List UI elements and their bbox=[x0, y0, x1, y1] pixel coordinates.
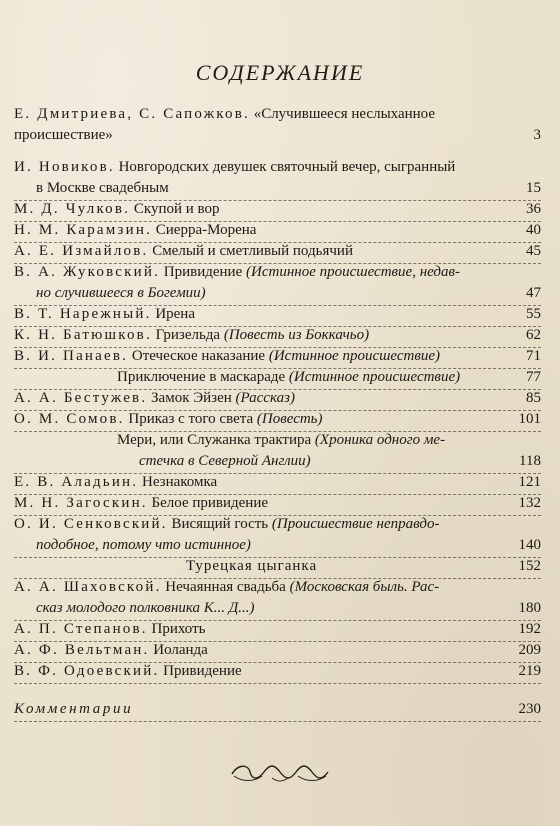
toc-entry[interactable] bbox=[14, 367, 541, 388]
toc-title: Незнакомка bbox=[138, 474, 218, 490]
toc-title-continuation: но случившееся в Богемии) bbox=[36, 285, 206, 301]
toc-title: «Случившееся неслыханное bbox=[249, 106, 436, 122]
toc-page-number: 47 bbox=[526, 285, 541, 301]
toc-page-number: 230 bbox=[518, 701, 541, 717]
toc-entry[interactable] bbox=[14, 619, 541, 640]
toc-title-continuation: сказ молодого полковника К... Д...) bbox=[36, 600, 255, 616]
dotted-leader bbox=[14, 719, 541, 722]
toc-title: Иоланда bbox=[149, 642, 208, 658]
toc-subtitle: (Московская быль. Рас- bbox=[289, 579, 440, 595]
toc-entry[interactable] bbox=[14, 157, 541, 199]
toc-entry[interactable] bbox=[14, 472, 541, 493]
toc-title: Турецкая цыганка bbox=[186, 558, 318, 574]
toc-entry[interactable] bbox=[14, 388, 541, 409]
toc-author: В. И. Панаев. bbox=[14, 348, 129, 364]
toc-entry[interactable] bbox=[14, 409, 541, 430]
toc-page-number: 140 bbox=[518, 537, 541, 553]
toc-page-number: 121 bbox=[518, 474, 541, 490]
toc-entry[interactable] bbox=[14, 241, 541, 262]
toc-title: Скупой и вор bbox=[130, 201, 220, 217]
toc-subtitle: (Истинное происшествие, недав- bbox=[246, 264, 461, 280]
toc-title: Ирена bbox=[151, 306, 195, 322]
toc-entry[interactable] bbox=[14, 104, 541, 146]
toc-entry[interactable] bbox=[14, 493, 541, 514]
toc-subtitle: (Повесть) bbox=[256, 411, 323, 427]
toc-title: Новгородских девушек святочный вечер, сыгранный bbox=[114, 159, 456, 175]
toc-page-number: 132 bbox=[518, 495, 541, 511]
toc-author: И. Новиков. bbox=[14, 159, 115, 175]
toc-author: А. Е. Измайлов. bbox=[14, 243, 149, 259]
toc-title: Отеческое наказание bbox=[128, 348, 269, 364]
toc-title: Висящий гость bbox=[167, 516, 272, 532]
toc-title-continuation: стечка в Северной Англии) bbox=[139, 453, 311, 469]
toc-title-continuation: в Москве свадебным bbox=[36, 180, 169, 196]
toc-page-number: 101 bbox=[518, 411, 541, 427]
table-of-contents bbox=[14, 104, 541, 720]
toc-title-continuation: происшествие» bbox=[14, 127, 113, 143]
toc-title: Приключение в маскараде bbox=[117, 369, 289, 385]
toc-author: А. П. Степанов. bbox=[14, 621, 148, 637]
toc-subtitle: (Рассказ) bbox=[235, 390, 295, 406]
toc-page-number: 152 bbox=[518, 558, 541, 574]
toc-entry[interactable] bbox=[14, 577, 541, 619]
toc-author: М. Д. Чулков. bbox=[14, 201, 131, 217]
toc-author: О. И. Сенковский. bbox=[14, 516, 168, 532]
decorative-ornament bbox=[228, 760, 332, 784]
toc-page-number: 62 bbox=[526, 327, 541, 343]
toc-entry[interactable] bbox=[14, 199, 541, 220]
toc-entry[interactable] bbox=[14, 346, 541, 367]
toc-author: А. А. Бестужев. bbox=[14, 390, 148, 406]
toc-page-number: 77 bbox=[526, 369, 541, 385]
toc-page-number: 219 bbox=[518, 663, 541, 679]
toc-entry[interactable] bbox=[14, 262, 541, 304]
toc-title: Привидение bbox=[159, 663, 242, 679]
toc-page-number: 71 bbox=[526, 348, 541, 364]
toc-title: Сиерра-Морена bbox=[152, 222, 257, 238]
toc-page-number: 55 bbox=[526, 306, 541, 322]
toc-entry-comments[interactable] bbox=[14, 699, 541, 720]
toc-title: Белое привидение bbox=[147, 495, 269, 511]
toc-title: Приказ с того света bbox=[124, 411, 257, 427]
toc-page-number: 3 bbox=[533, 127, 541, 143]
toc-entry[interactable] bbox=[14, 304, 541, 325]
toc-title: Прихоть bbox=[147, 621, 206, 637]
toc-section-title: Комментарии bbox=[14, 701, 134, 717]
toc-title: Привидение bbox=[160, 264, 246, 280]
toc-entry[interactable] bbox=[14, 514, 541, 556]
dotted-leader bbox=[14, 681, 541, 684]
toc-page-number: 192 bbox=[518, 621, 541, 637]
toc-page-number: 36 bbox=[526, 201, 541, 217]
toc-entry[interactable] bbox=[14, 640, 541, 661]
toc-author: О. М. Сомов. bbox=[14, 411, 125, 427]
toc-title: Гризельда bbox=[151, 327, 224, 343]
toc-subtitle: (Происшествие неправдо- bbox=[271, 516, 440, 532]
toc-author: Е. Дмитриева, С. Сапожков. bbox=[14, 106, 250, 122]
toc-page-number: 45 bbox=[526, 243, 541, 259]
toc-author: В. Ф. Одоевский. bbox=[14, 663, 160, 679]
toc-entry[interactable] bbox=[14, 325, 541, 346]
toc-title-continuation: подобное, потому что истинное) bbox=[36, 537, 251, 553]
toc-author: В. А. Жуковский. bbox=[14, 264, 161, 280]
toc-author: Н. М. Карамзин. bbox=[14, 222, 153, 238]
toc-subtitle: (Истинное происшествие) bbox=[268, 348, 441, 364]
toc-page-number: 15 bbox=[526, 180, 541, 196]
toc-page-number: 209 bbox=[518, 642, 541, 658]
toc-page-number: 40 bbox=[526, 222, 541, 238]
toc-author: М. Н. Загоскин. bbox=[14, 495, 148, 511]
toc-title: Мери, или Служанка трактира bbox=[117, 432, 315, 448]
toc-title: Смелый и сметливый подьячий bbox=[148, 243, 353, 259]
toc-author: В. Т. Нарежный. bbox=[14, 306, 152, 322]
toc-title: Замок Эйзен bbox=[147, 390, 236, 406]
toc-page-number: 180 bbox=[518, 600, 541, 616]
toc-entry[interactable] bbox=[14, 556, 541, 577]
toc-author: А. А. Шаховской. bbox=[14, 579, 162, 595]
toc-title: Нечаянная свадьба bbox=[161, 579, 290, 595]
toc-author: А. Ф. Вельтман. bbox=[14, 642, 150, 658]
toc-subtitle: (Истинное происшествие) bbox=[288, 369, 461, 385]
toc-subtitle: (Повесть из Боккачьо) bbox=[223, 327, 370, 343]
toc-entry[interactable] bbox=[14, 661, 541, 682]
toc-author: Е. В. Аладьин. bbox=[14, 474, 139, 490]
toc-author: К. Н. Батюшков. bbox=[14, 327, 152, 343]
toc-subtitle: (Хроника одного ме- bbox=[314, 432, 446, 448]
toc-entry[interactable] bbox=[14, 220, 541, 241]
toc-entry[interactable] bbox=[14, 430, 541, 472]
page-title: СОДЕРЖАНИЕ bbox=[195, 60, 365, 85]
toc-page-number: 85 bbox=[526, 390, 541, 406]
toc-page-number: 118 bbox=[519, 453, 541, 469]
